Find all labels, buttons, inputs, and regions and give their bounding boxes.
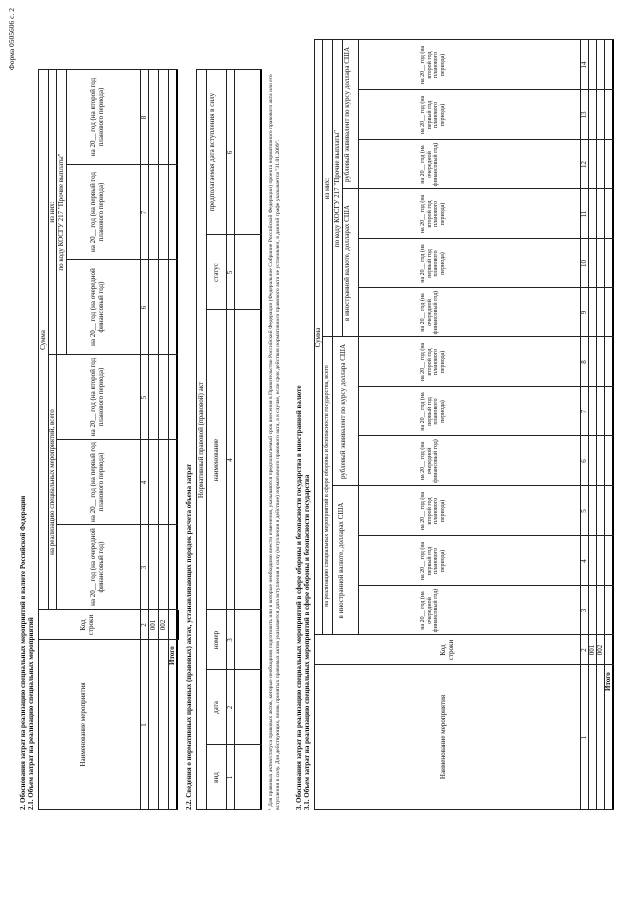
s3-y1-2: на 20__ год (на первый год планового периода) (420, 392, 446, 431)
col-name: Наименование мероприятия (79, 682, 87, 767)
s3-num-11: 11 (580, 210, 588, 218)
s3-col-name: Наименование мероприятия (439, 694, 447, 780)
num-3: 3 (140, 565, 148, 570)
s3-y2-3: на 20__ год (на второй год планового периода) (420, 194, 446, 234)
s3-num-8: 8 (580, 360, 588, 364)
s3-y0-4: на 20__ год (на очередной финансовый год) (420, 142, 440, 187)
npa-num-1: 1 (226, 775, 234, 780)
col-y0: на 20__ год (на очередной финансовый год) (89, 528, 105, 606)
s3-num-1: 1 (580, 735, 588, 740)
s3-num-7: 7 (580, 409, 588, 414)
s3-y0-2: на 20__ год (на очередной финансовый год) (420, 439, 440, 483)
s3-col-code: Код строки (439, 639, 455, 661)
s3-y1-1: на 20__ год (на первый год планового периода) (420, 541, 446, 581)
form-code: Форма 0505606 с. 2 (7, 8, 16, 71)
s3-y2-2: на 20__ год (на второй год планового периода) (420, 342, 446, 382)
s3-col-kosgu: по коду КОСГУ 217 "Прочие выплаты" (333, 129, 341, 248)
num-8: 8 (140, 115, 148, 120)
s3-total-label: Итого (604, 672, 612, 691)
s3-y1-3: на 20__ год (на первый год планового периода) (420, 244, 446, 283)
s3-y1-4: на 20__ год (на первый год планового периода) (420, 95, 446, 135)
footnote: ¹ Для правовых актов/статуса правовых актов, которые необходимо подготовить или в которые необходимо внести изменения, указываются предполагаемый срок внесения в Правительство Российской Федерации (Федеральное Собрание Российской Федерации) проекта нормативного правового акта или его вступления в силу. Для действующих, вновь принятых правовых актов указывается дата вступления в силу (вступления в действие) нормативного правового акта, а в случае, если срок действия нормативного правового акта не установлен, в данной графе указывается "31.01.2009". (268, 74, 281, 810)
npa-col-date: дата (212, 701, 220, 714)
s3-num-10: 10 (580, 260, 588, 267)
s3-num-9: 9 (580, 310, 588, 315)
s3-num-6: 6 (580, 459, 588, 463)
npa-col-name: наименование (212, 438, 220, 482)
section3-title: 3. Обоснования затрат на реализацию специальных мероприятий в сфере обороны и безопасности государства в иностранной валюте (295, 385, 303, 810)
num-1: 1 (140, 723, 148, 727)
section2-1-title: 2.1. Объем затрат на реализацию специальных мероприятий (27, 617, 35, 810)
col-y1b: на 20__ год (на первый год планового периода) (89, 172, 105, 253)
s3-cur-rub-b: рублевый эквивалент по курсу доллара США (343, 46, 351, 183)
s3-code-001: 001 (588, 644, 596, 656)
s3-cur-rub: рублевый эквивалент по курсу доллара США (339, 343, 347, 480)
num-2: 2 (140, 623, 148, 627)
s3-y2-1: на 20__ год (на второй год планового периода) (420, 491, 446, 531)
npa-num-5: 5 (226, 270, 234, 275)
npa-num-4: 4 (226, 458, 234, 462)
s3-num-13: 13 (580, 111, 588, 119)
num-6: 6 (140, 305, 148, 310)
col-y1: на 20__ год (на первый год планового периода) (89, 442, 105, 523)
col-y2b: на 20__ год (на второй год планового периода) (89, 77, 105, 157)
npa-num-3: 3 (226, 638, 234, 642)
col-kosgu: по коду КОСГУ 217 "Прочие выплаты" (57, 153, 65, 271)
col-incl: из них: (48, 201, 56, 223)
s3-col-incl: из них: (323, 177, 331, 200)
code-002: 002 (159, 619, 167, 631)
num-4: 4 (140, 480, 148, 485)
s3-num-4: 4 (580, 559, 588, 563)
s3-y0-3: на 20__ год (на очередной финансовый год) (420, 290, 440, 335)
col-y0b: на 20__ год (на очередной финансовый год) (89, 268, 105, 346)
col-code: Код строки (79, 614, 95, 636)
s3-num-12: 12 (580, 161, 588, 168)
code-001: 001 (149, 619, 157, 631)
npa-col-type: вид (212, 772, 220, 783)
npa-col-date-effective: предполагаемая дата вступления в силу (208, 92, 216, 212)
s3-col-total: на реализацию специальных мероприятий в сфере обороны и безопасности государства, всего (324, 365, 330, 607)
num-5: 5 (140, 395, 148, 400)
s3-y0-1: на 20__ год (на очередной финансовый год) (420, 588, 440, 633)
s3-num-5: 5 (580, 509, 588, 513)
s3-code-002: 002 (596, 644, 604, 656)
col-total: на реализацию специальных мероприятий, всего (48, 409, 56, 555)
section2-title: 2. Обоснования затрат на реализацию специальных мероприятий в валюте Российской Федерации (19, 495, 27, 810)
npa-col-number: номер (212, 630, 220, 650)
section3-1-title: 3.1. Объем затрат на реализацию специальных мероприятий в сфере обороны и безопасности государства (303, 474, 311, 810)
section2-2-title: 2.2. Сведения о нормативных правовых (правовых) актах, устанавливающих порядок расчета объема затрат (185, 463, 193, 810)
s3-num-14: 14 (580, 61, 588, 69)
npa-num-2: 2 (226, 705, 234, 710)
npa-col-status: статус (212, 263, 220, 282)
num-7: 7 (140, 210, 148, 215)
total-label: Итого (168, 646, 176, 665)
s3-num-3: 3 (580, 608, 588, 613)
npa-num-6: 6 (226, 150, 234, 155)
col-y2: на 20__ год (на второй год планового периода) (89, 357, 105, 437)
s3-cur-foreign-b: в иностранной валюте, долларах США (343, 205, 351, 321)
s3-cur-foreign: в иностранной валюте, долларах США (337, 502, 345, 619)
col-sum: Сумма (39, 330, 47, 350)
s3-num-2: 2 (580, 648, 588, 652)
s3-col-sum: Сумма (314, 327, 322, 348)
npa-group: Нормативный правовой (правовой) акт (197, 381, 205, 499)
s3-y2-4: на 20__ год (на второй год планового периода) (420, 45, 446, 85)
